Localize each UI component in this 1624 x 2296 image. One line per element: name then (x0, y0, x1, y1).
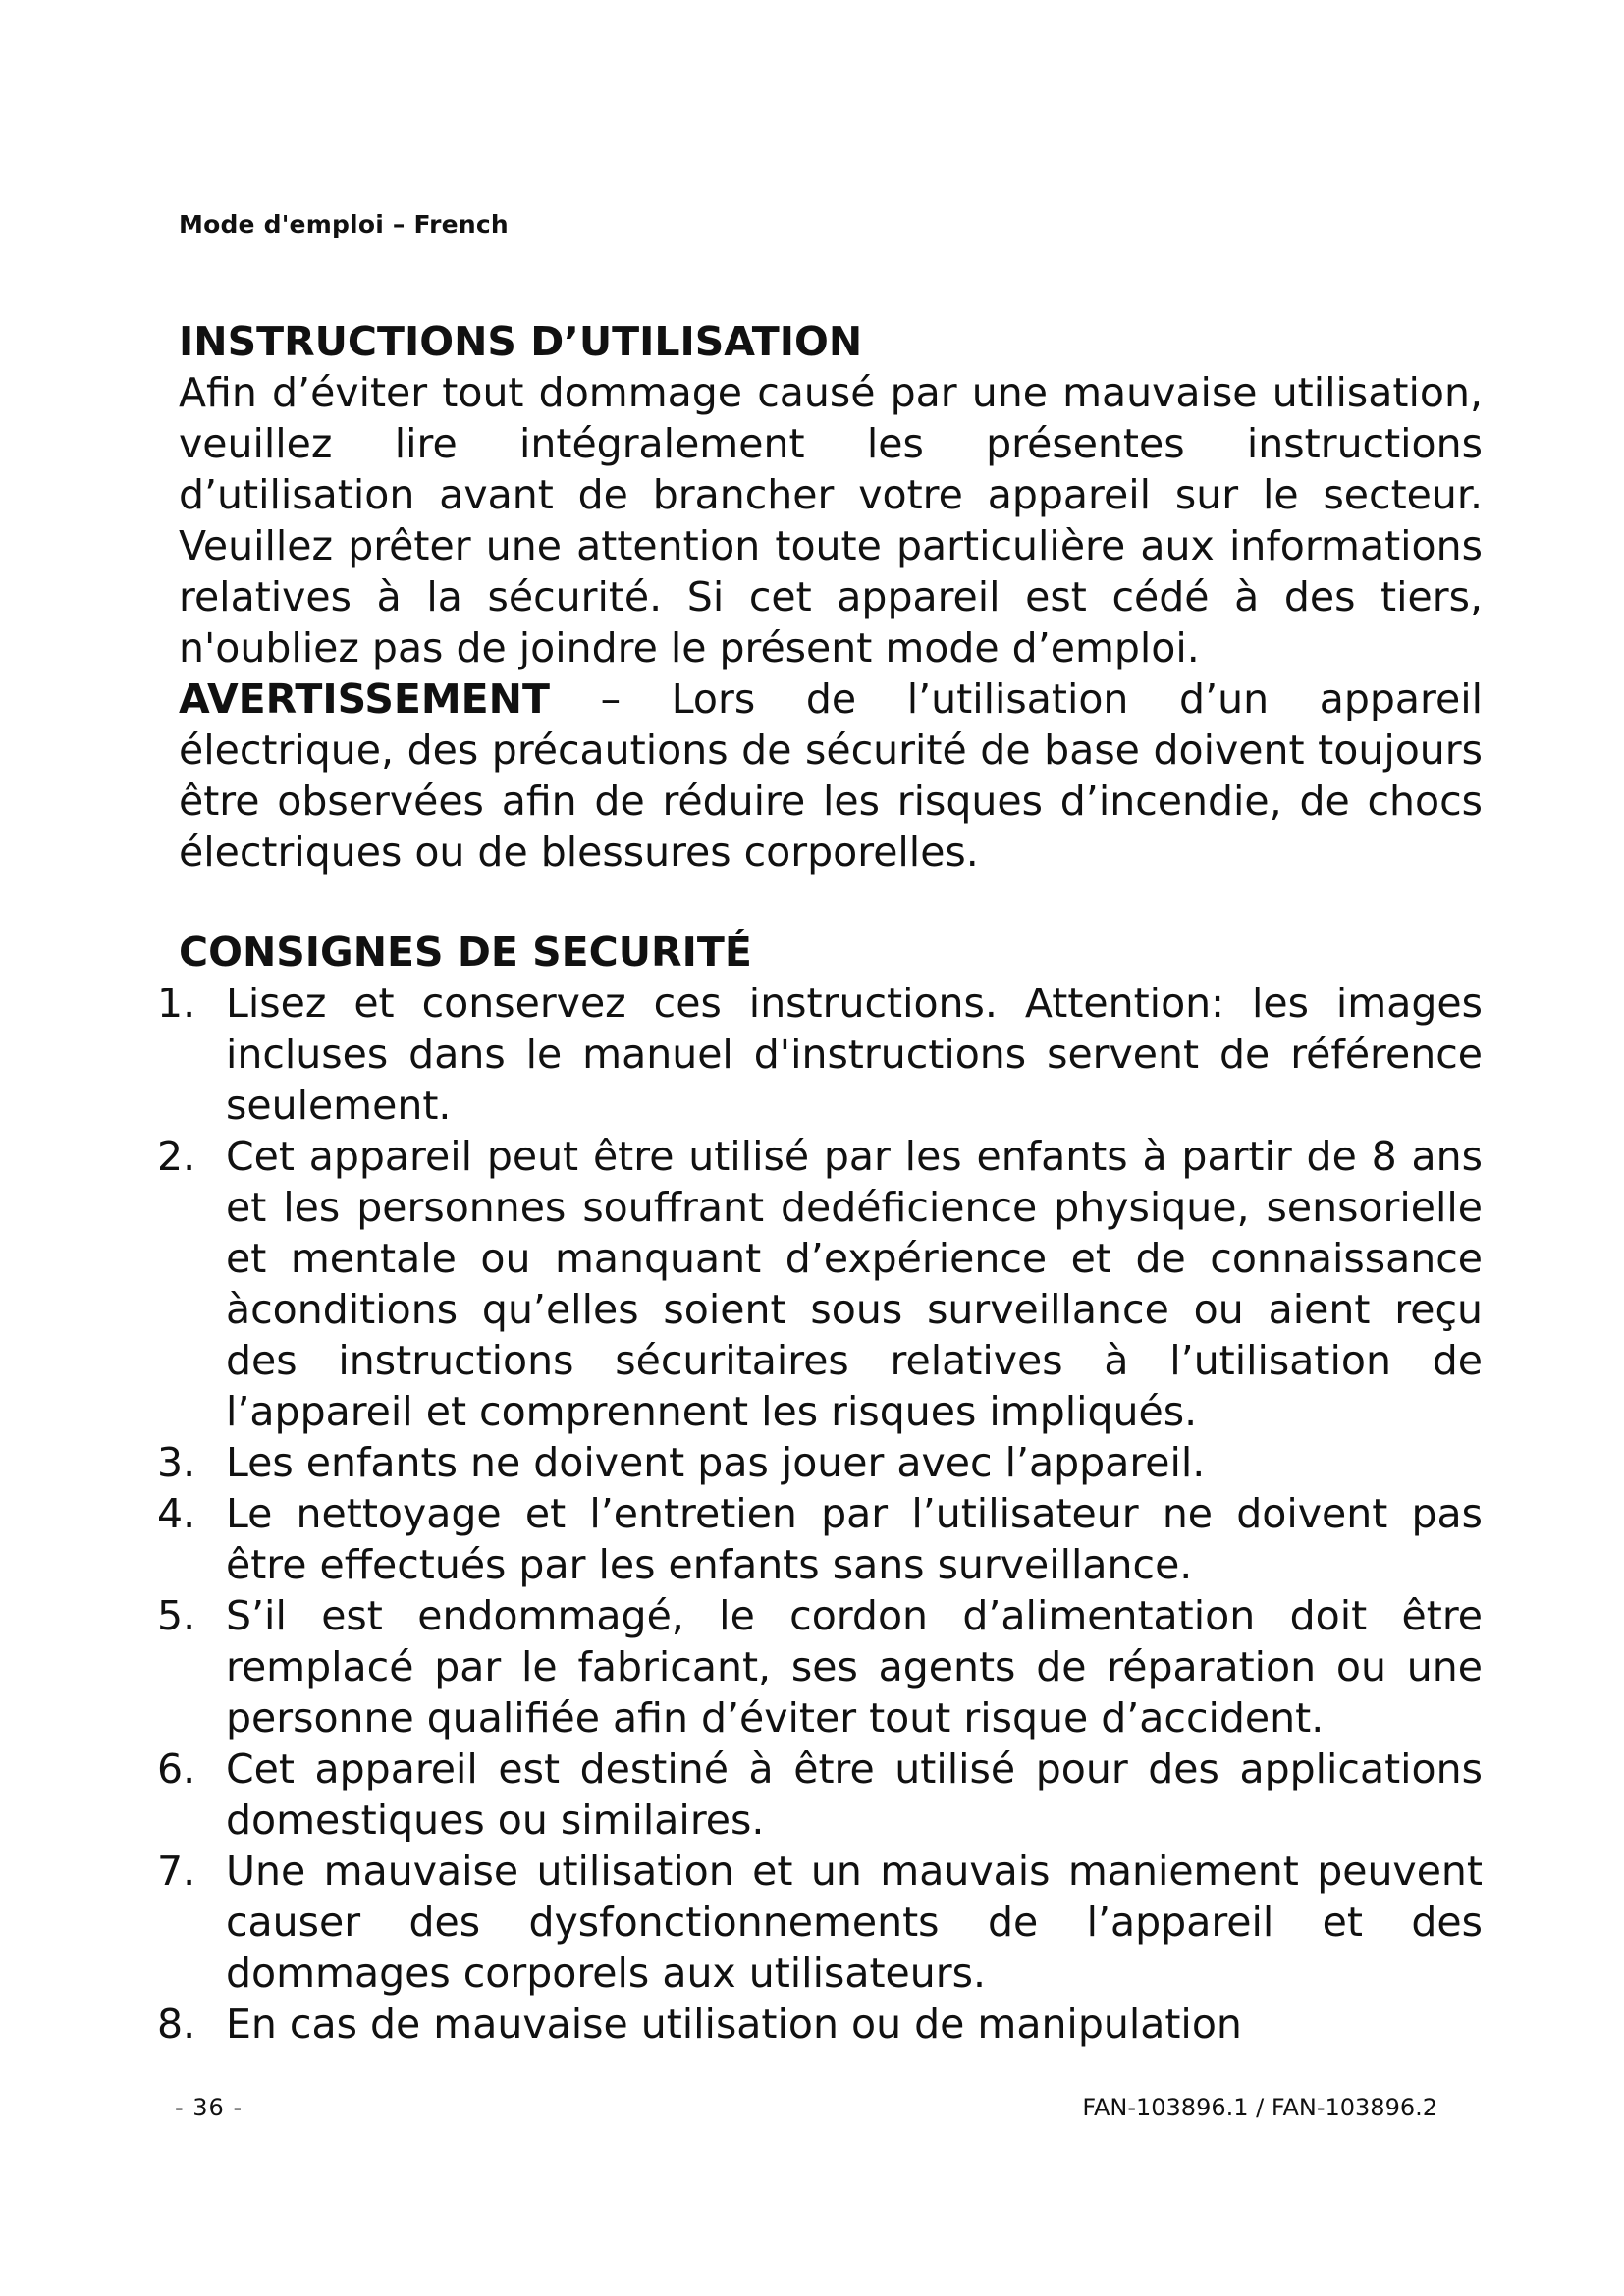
list-item-text: En cas de mauvaise utilisation ou de manipulation (226, 2001, 1242, 2048)
list-item-number: 7. (157, 1847, 196, 1895)
list-item-text: Une mauvaise utilisation et un mauvais maniement peuvent causer des dysfonctionnements de l’appareil et des dommages corporels aux utilisateurs. (226, 1847, 1483, 1997)
warning-text: – Lors de l’utilisation d’un appareil électrique, des précautions de sécurité de base doivent toujours être observées afin de réduire les risques d’incendie, de chocs électriques ou de blessures corporelles. (179, 675, 1483, 876)
safety-list (157, 978, 1483, 2050)
list-item-number: 1. (157, 980, 196, 1027)
list-item-number: 2. (157, 1133, 196, 1180)
list-item-number: 5. (157, 1592, 196, 1639)
list-item-number: 4. (157, 1490, 196, 1537)
page-content (157, 316, 1483, 2050)
safety-title: CONSIGNES DE SECURITÉ (179, 929, 752, 976)
model-code: FAN-103896.1 / FAN-103896.2 (1082, 2094, 1437, 2121)
list-item (157, 1437, 1483, 1488)
list-item-text: Le nettoyage et l’entretien par l’utilisateur ne doivent pas être effectués par les enfants sans surveillance. (226, 1490, 1483, 1588)
list-item-text: Lisez et conservez ces instructions. Attention: les images incluses dans le manuel d'instructions servent de référence seulement. (226, 980, 1483, 1129)
list-item (157, 1743, 1483, 1845)
page-number: - 36 - (175, 2094, 244, 2121)
list-item (157, 1131, 1483, 1437)
instructions-paragraph: Afin d’éviter tout dommage causé par une mauvaise utilisation, veuillez lire intégralement les présentes instructions d’utilisation avant de brancher votre appareil sur le secteur. Veuillez prêter une attention toute particulière aux informations relatives à la sécurité. Si cet appareil est cédé à des tiers, n'oubliez pas de joindre le présent mode d’emploi. (179, 369, 1483, 671)
list-item (157, 978, 1483, 1131)
list-item (157, 1488, 1483, 1590)
warning-paragraph (179, 673, 1483, 878)
list-item-number: 6. (157, 1745, 196, 1792)
instructions-title: INSTRUCTIONS D’UTILISATION (179, 318, 863, 365)
list-item (157, 1999, 1483, 2050)
list-item-text: Cet appareil peut être utilisé par les enfants à partir de 8 ans et les personnes souffrant dedéficience physique, sensorielle et mentale ou manquant d’expérience et de connaissance àconditions qu’elles soient sous surveillance ou aient reçu des instructions sécuritaires relatives à l’utilisation de l’appareil et comprennent les risques impliqués. (226, 1133, 1483, 1435)
list-item-text: S’il est endommagé, le cordon d’alimentation doit être remplacé par le fabricant, ses agents de réparation ou une personne qualifiée afin d’éviter tout risque d’accident. (226, 1592, 1483, 1741)
list-item (157, 1845, 1483, 1999)
list-item-number: 3. (157, 1439, 196, 1486)
list-item-text: Cet appareil est destiné à être utilisé pour des applications domestiques ou similaires. (226, 1745, 1483, 1843)
list-item-text: Les enfants ne doivent pas jouer avec l’appareil. (226, 1439, 1206, 1486)
list-item-number: 8. (157, 2001, 196, 2048)
document-header-label: Mode d'emploi – French (179, 210, 509, 239)
section-gap (179, 878, 1483, 927)
list-item (157, 1590, 1483, 1743)
warning-label: AVERTISSEMENT (179, 675, 550, 722)
